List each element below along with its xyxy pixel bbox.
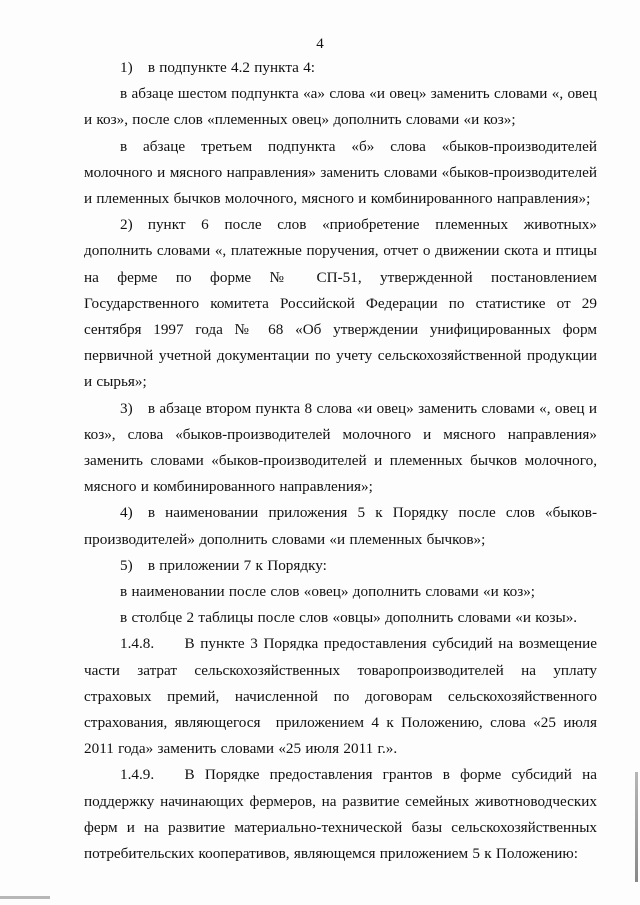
paragraph-item-5b: в столбце 2 таблицы после слов «овцы» дополнить словами «и козы». [120,609,578,627]
paragraph-item-5a: в наименовании после слов «овец» дополнить словами «и коз»; [120,583,536,601]
paragraph-section-1-4-8: 1.4.8. В пункте 3 Порядка предоставления субсидий на возмещение части затрат сельскохозяйственных товаропроизводителей на уплату страховых премий, начисленной по договорам сельскохозяйственного страхования, являющегося приложением 4 к Положению, слова «25 июля 2011 года» заменить словами «25 июля 2011 г.». [84,635,597,758]
scan-bottom-mark [0,896,50,899]
paragraph-item-1a: в абзаце шестом подпункта «а» слова «и овец» заменить словами «, овец и коз», после слов «племенных овец» дополнить словами «и коз»; [84,85,597,129]
page-number: 4 [316,36,324,52]
paragraph-item-1b: в абзаце третьем подпункта «б» слова «быков-производителей молочного и мясного направления» заменить словами «быков-производителей и племенных бычков молочного, мясного и комбинированного направления»; [84,137,597,208]
scan-edge-shadow [635,772,638,882]
paragraph-item-5: 5) в приложении 7 к Порядку: [120,556,327,574]
paragraph-item-1: 1) в подпункте 4.2 пункта 4: [120,59,316,76]
document-body [84,55,597,867]
paragraph-section-1-4-9: 1.4.9. В Порядке предоставления грантов в форме субсидий на поддержку начинающих фермеров, на развитие семейных животноводческих ферм и на развитие материально-технической базы сельскохозяйственных потребительских кооперативов, являющемся приложением 5 к Положению: [84,766,597,863]
paragraph-item-2: 2) пункт 6 после слов «приобретение племенных животных» дополнить словами «, платежные поручения, отчет о движении скота и птицы на ферме по форме № СП-51, утвержденной постановлением Государственного комитета Российской Федерации по статистике от 29 сентября 1997 года № 68 «Об утверждении унифицированных форм первичной учетной документации по учету сельскохозяйственной продукции и сырья»; [84,216,597,391]
paragraph-item-3: 3) в абзаце втором пункта 8 слова «и овец» заменить словами «, овец и коз», слова «быков-производителей молочного и мясного направления» заменить словами «быков-производителей и племенных бычков молочного, мясного и комбинированного направления»; [84,399,597,496]
paragraph-item-4: 4) в наименовании приложения 5 к Порядку после слов «быков-производителей» дополнить словами «и племенных бычков»; [84,504,597,548]
